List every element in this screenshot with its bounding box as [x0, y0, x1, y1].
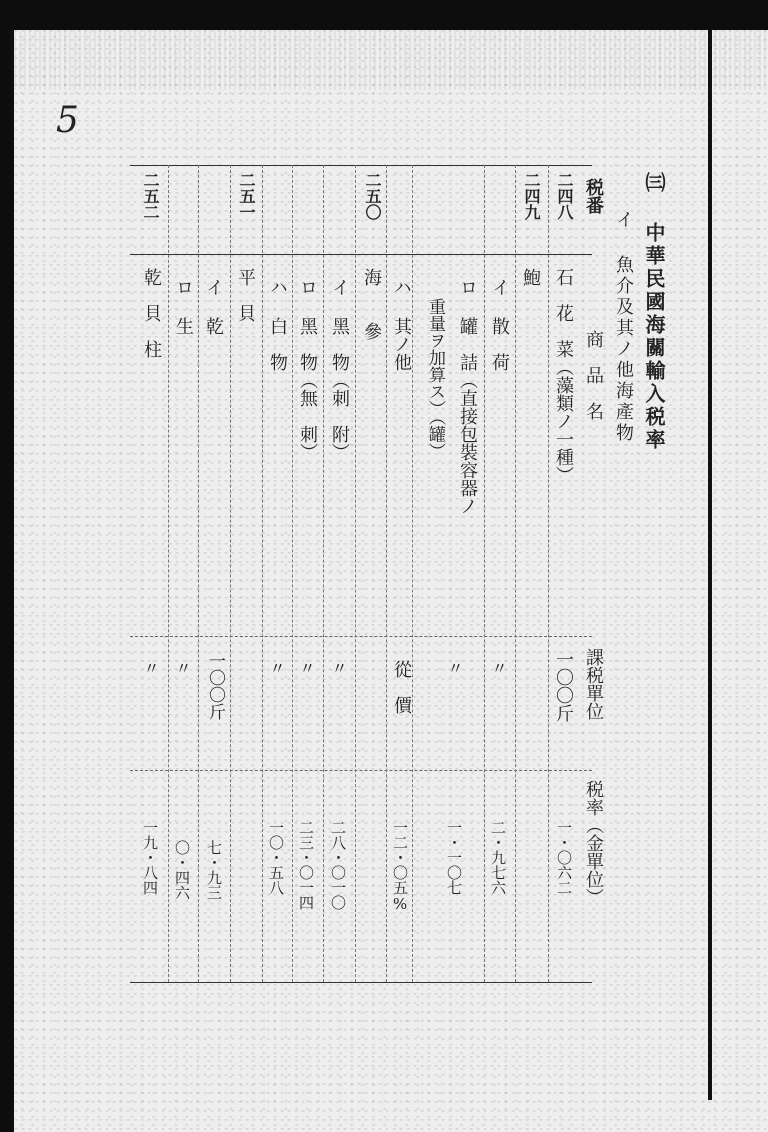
row-separator — [198, 165, 199, 982]
tax-rate: 〇・四六 — [173, 840, 191, 900]
header-tariff-no: 税番 — [583, 178, 604, 214]
tax-unit: 〃 — [445, 660, 464, 676]
row-separator — [323, 165, 324, 982]
tax-unit: 一〇〇斤 — [553, 650, 574, 722]
rate-column-rule — [130, 770, 592, 771]
section-subtitle: イ 魚介及其ノ他海產物 — [613, 210, 634, 444]
item-name: イ 乾 — [203, 278, 224, 335]
page-edge — [708, 30, 712, 1100]
item-name: 海 參 — [361, 268, 382, 340]
row-separator — [262, 165, 263, 982]
row-separator — [355, 165, 356, 982]
item-name: ロ 黑 物（無 刺） — [297, 278, 318, 461]
tariff-number: 二五二 — [141, 172, 160, 220]
section-title: ㈢ 中華民國海關輸入税率 — [642, 172, 666, 452]
table-header-rule — [130, 254, 592, 255]
tax-rate: 二三・〇一四 — [297, 820, 315, 910]
item-name: 平 貝 — [235, 268, 256, 322]
item-name: 乾 貝 柱 — [141, 268, 162, 358]
item-name: 石 花 菜（藻類ノ一種） — [553, 268, 574, 484]
row-separator — [484, 165, 485, 982]
unit-column-rule — [130, 636, 592, 637]
tariff-number: 二四八 — [555, 172, 574, 220]
row-separator — [515, 165, 516, 982]
tariff-number: 二四九 — [522, 172, 541, 220]
header-item-name: 商 品 名 — [583, 330, 604, 420]
tax-rate: 一〇・五八 — [267, 820, 285, 895]
row-separator — [168, 165, 169, 982]
table-top-rule — [130, 165, 592, 166]
tax-rate: 二・九七六 — [489, 820, 507, 895]
page-number: 5 — [56, 100, 79, 141]
row-separator — [292, 165, 293, 982]
row-separator — [412, 165, 413, 982]
row-separator — [386, 165, 387, 982]
tax-rate: 七・九三 — [205, 840, 223, 900]
item-name: ハ 白 物 — [267, 278, 288, 371]
tax-rate: 二八・〇一〇 — [329, 820, 347, 910]
item-name: ロ 罐 詰（直接包裝容器ノ — [457, 278, 478, 515]
tax-unit: 從 價 — [391, 660, 412, 714]
header-rate: 税率（金單位） — [583, 780, 604, 906]
tax-rate: 一二・〇五% — [391, 820, 409, 913]
row-separator — [230, 165, 231, 982]
item-name: 鮑 — [520, 268, 541, 286]
tax-unit: 〃 — [267, 660, 286, 676]
table-bottom-rule — [130, 982, 592, 983]
tariff-number: 二五一 — [237, 172, 256, 220]
tax-unit: 〃 — [329, 660, 348, 676]
item-name: イ 散 荷 — [489, 278, 510, 371]
tax-unit: 〃 — [141, 660, 160, 676]
tax-unit: 〃 — [173, 660, 192, 676]
tax-rate: 一・一〇七 — [445, 820, 463, 895]
tariff-number: 二五〇 — [363, 172, 382, 220]
item-name: イ 黑 物（刺 附） — [329, 278, 350, 461]
tax-unit: 〃 — [489, 660, 508, 676]
item-name-continued: 重量ヲ加算ス）（罐） — [425, 298, 445, 460]
tax-unit: 〃 — [297, 660, 316, 676]
tax-rate: 一九・八四 — [141, 820, 159, 895]
header-unit: 課税單位 — [583, 648, 604, 720]
scan-noise — [14, 30, 768, 90]
tax-unit: 一〇〇斤 — [205, 652, 225, 720]
item-name: ハ 其ノ他 — [391, 278, 412, 371]
row-separator — [548, 165, 549, 982]
tax-rate: 一・〇六二 — [555, 820, 573, 895]
item-name: ロ 生 — [173, 278, 194, 335]
